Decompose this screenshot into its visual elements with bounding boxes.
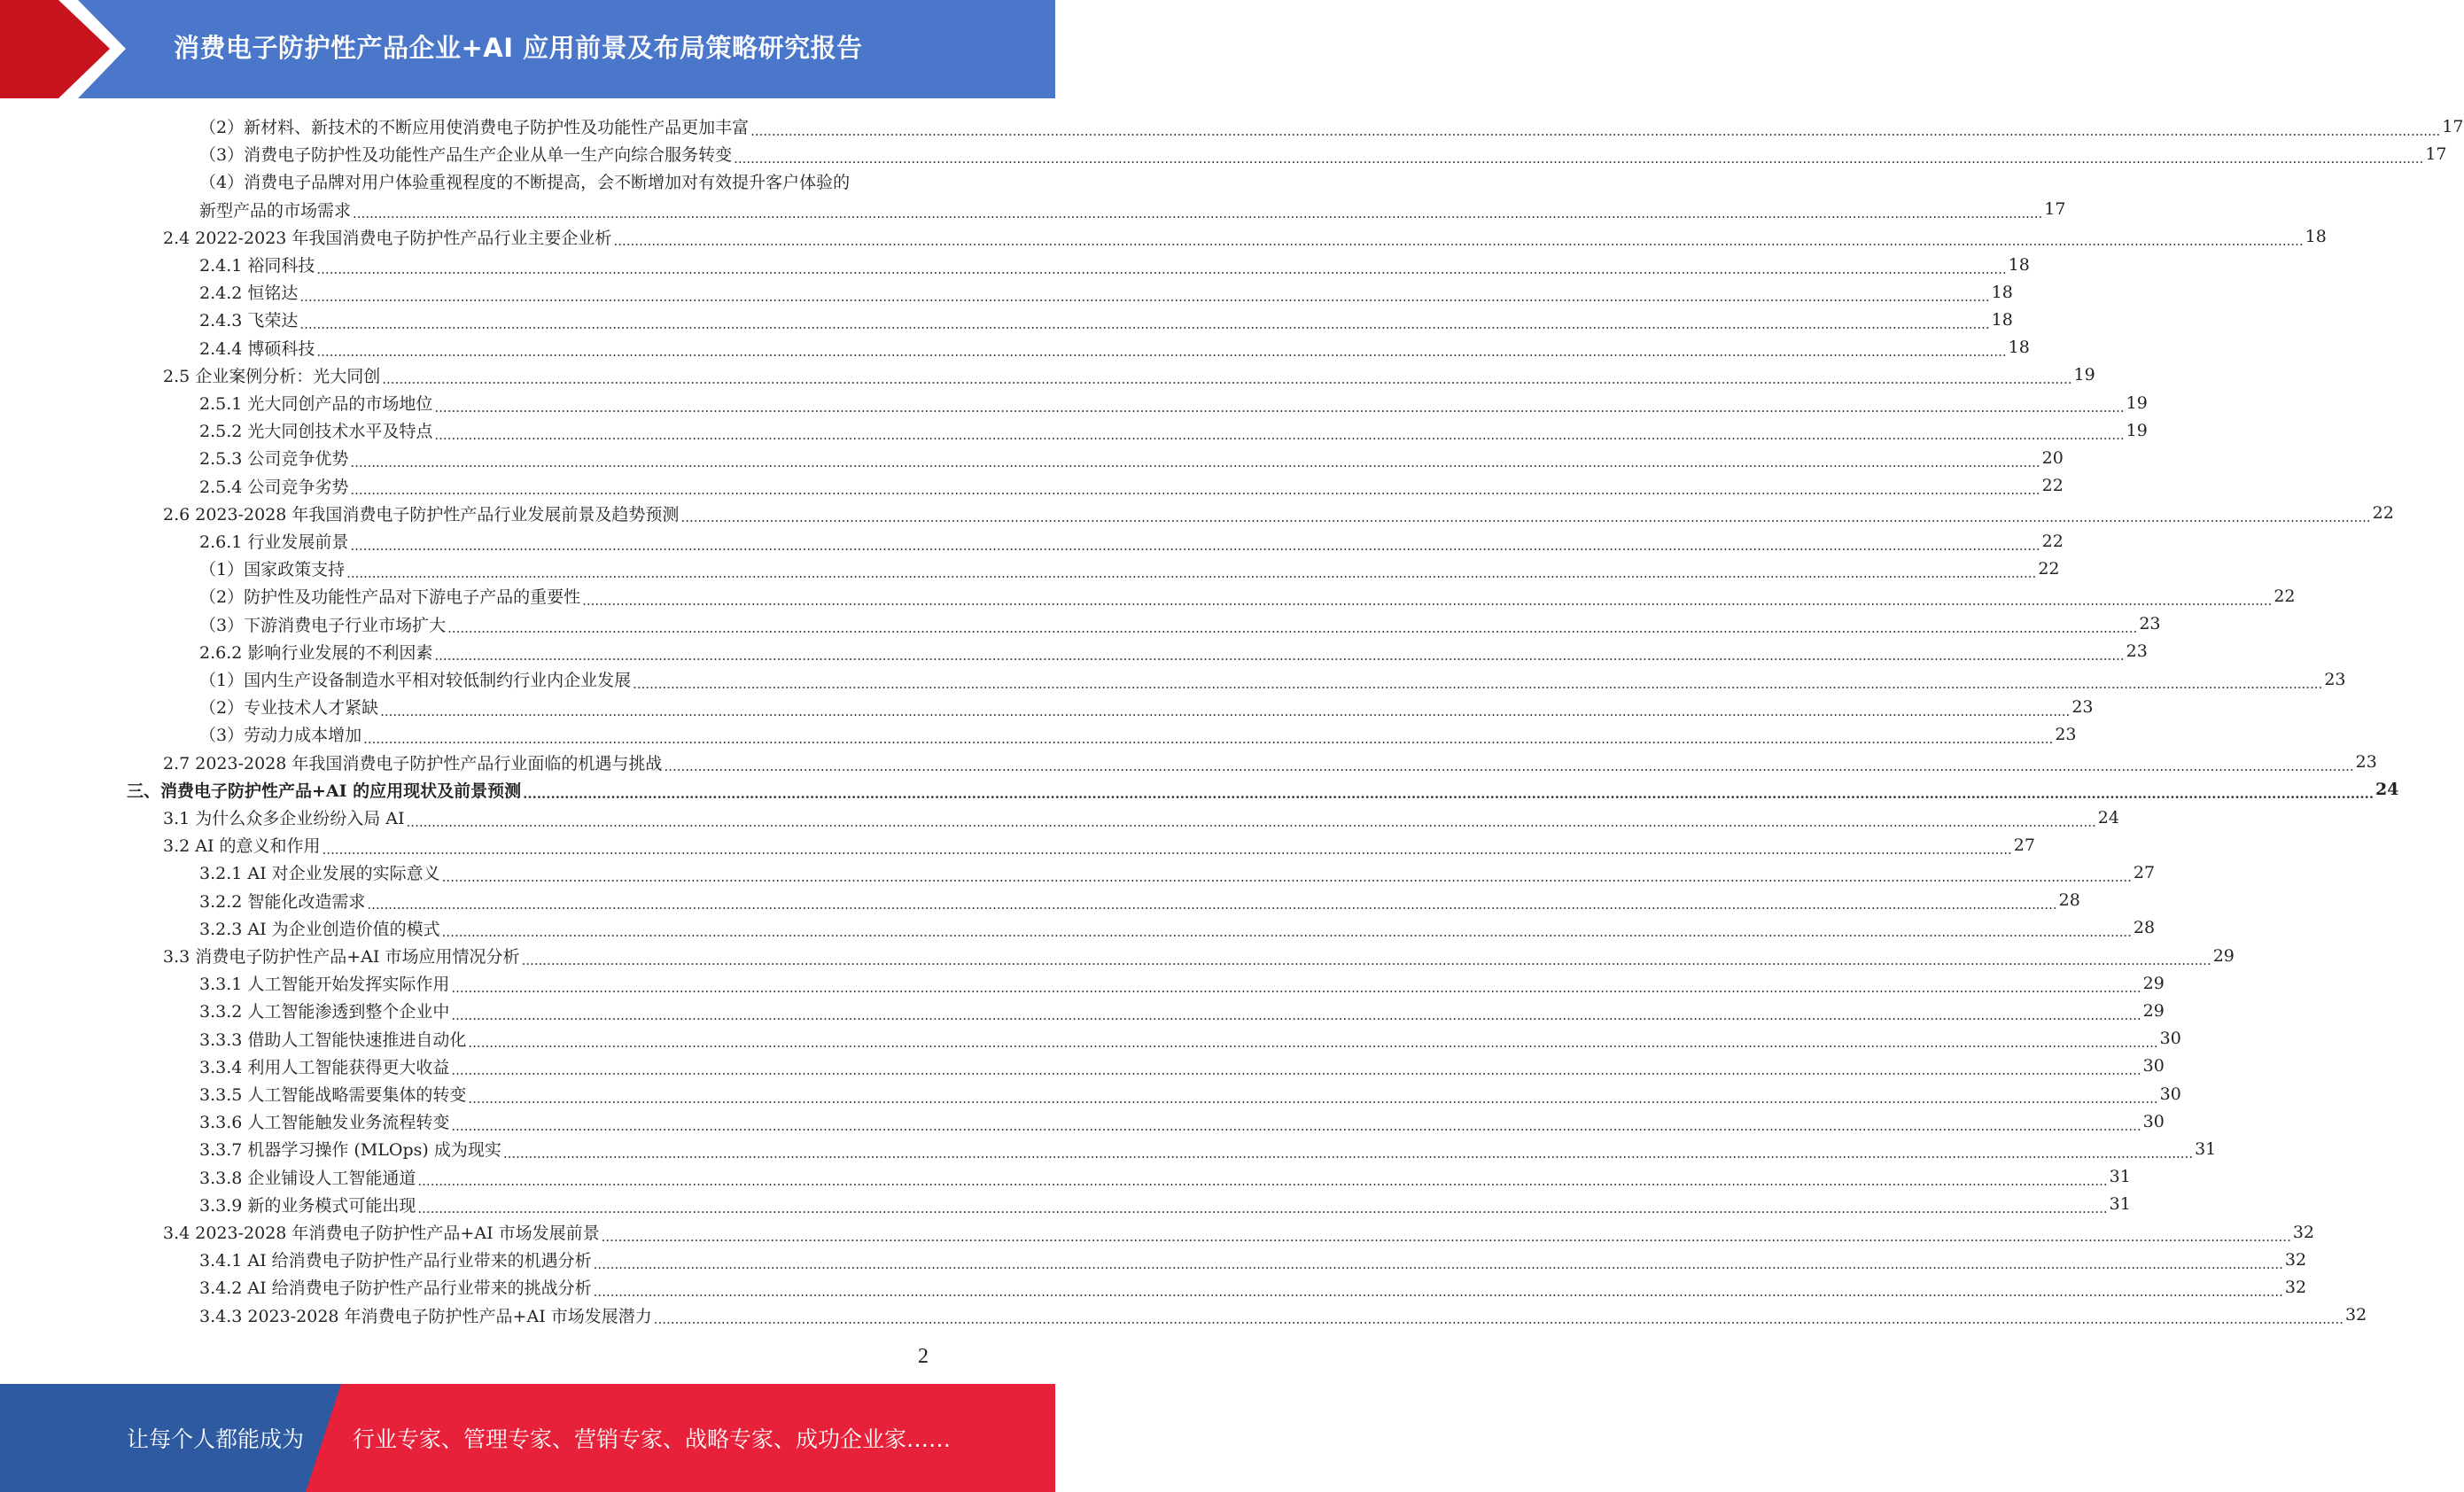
- toc-entry[interactable]: [199, 969, 2165, 997]
- toc-entry-title: 3.3 消费电子防护性产品+AI 市场应用情况分析: [163, 947, 520, 967]
- toc-entry[interactable]: [199, 472, 2064, 500]
- toc-entry[interactable]: [199, 416, 2148, 444]
- toc-entry[interactable]: [199, 389, 2148, 416]
- toc-entry-title: 3.3.7 机器学习操作 (MLOps) 成为现实: [199, 1140, 501, 1161]
- toc-entry-page: 23: [2324, 669, 2346, 689]
- toc-entry[interactable]: [199, 1135, 2217, 1162]
- toc-entry-title: 3.4.1 AI 给消费电子防护性产品行业带来的机遇分析: [199, 1251, 592, 1271]
- toc-entry[interactable]: [199, 1107, 2165, 1135]
- toc-dot-leader: ................................................................................................................................................................................................................................................................................................................................................................................................................: [593, 1255, 2283, 1272]
- toc-entry-page: 32: [2284, 1249, 2307, 1270]
- toc-entry[interactable]: [163, 361, 2095, 389]
- toc-dot-leader: ................................................................................................................................................................................................................................................................................................................................................................................................................: [363, 730, 2054, 747]
- toc-entry[interactable]: [199, 665, 2346, 693]
- toc-entry[interactable]: [127, 776, 2399, 804]
- toc-entry[interactable]: [199, 527, 2064, 555]
- toc-dot-leader: ................................................................................................................................................................................................................................................................................................................................................................................................................: [382, 371, 2072, 388]
- toc-entry[interactable]: [199, 167, 929, 195]
- toc-entry[interactable]: [199, 196, 2066, 223]
- toc-dot-leader: ................................................................................................................................................................................................................................................................................................................................................................................................................: [299, 288, 1990, 305]
- toc-dot-leader: ................................................................................................................................................................................................................................................................................................................................................................................................................: [750, 122, 2441, 139]
- toc-entry[interactable]: [199, 555, 2060, 582]
- toc-dot-leader: ................................................................................................................................................................................................................................................................................................................................................................................................................: [316, 260, 2007, 277]
- toc-entry-title: 2.6.2 影响行业发展的不利因素: [199, 642, 433, 663]
- toc-dot-leader: ................................................................................................................................................................................................................................................................................................................................................................................................................: [346, 564, 2037, 581]
- toc-entry-title: 2.6 2023-2028 年我国消费电子防护性产品行业发展前景及趋势预测: [163, 504, 680, 525]
- toc-entry-title: 三、消费电子防护性产品+AI 的应用现状及前景预测: [127, 781, 522, 801]
- toc-dot-leader: ................................................................................................................................................................................................................................................................................................................................................................................................................: [350, 482, 2040, 499]
- toc-entry[interactable]: [163, 749, 2377, 776]
- toc-entry-page: 22: [2041, 531, 2064, 551]
- toc-entry-title: 3.2.3 AI 为企业创造价值的模式: [199, 919, 440, 939]
- toc-dot-leader: ................................................................................................................................................................................................................................................................................................................................................................................................................: [451, 1117, 2141, 1134]
- toc-dot-leader: ................................................................................................................................................................................................................................................................................................................................................................................................................: [299, 315, 1990, 332]
- toc-entry-page: 20: [2041, 447, 2064, 468]
- toc-entry-title: 新型产品的市场需求: [199, 200, 352, 221]
- toc-entry-title: （2）新材料、新技术的不断应用使消费电子防护性及功能性产品更加丰富: [199, 118, 750, 137]
- toc-entry-page: 27: [2133, 862, 2156, 882]
- toc-entry[interactable]: [199, 1053, 2165, 1080]
- toc-dot-leader: ................................................................................................................................................................................................................................................................................................................................................................................................................: [468, 1035, 2158, 1052]
- toc-entry-page: 19: [2126, 420, 2148, 440]
- toc-entry-page: 29: [2212, 945, 2235, 966]
- toc-entry-page: 23: [2139, 614, 2161, 634]
- toc-entry-title: （3）劳动力成本增加: [199, 726, 362, 746]
- toc-entry-page: 31: [2109, 1167, 2131, 1187]
- toc-entry-page: 32: [2344, 1305, 2367, 1325]
- toc-entry-title: 3.3.3 借助人工智能快速推进自动化: [199, 1030, 467, 1050]
- toc-dot-leader: ................................................................................................................................................................................................................................................................................................................................................................................................................: [502, 1145, 2194, 1162]
- toc-dot-leader: ................................................................................................................................................................................................................................................................................................................................................................................................................: [417, 1201, 2108, 1217]
- toc-entry-page: 32: [2284, 1277, 2307, 1297]
- toc-entry-page: 24: [2375, 780, 2399, 800]
- toc-dot-leader: ................................................................................................................................................................................................................................................................................................................................................................................................................: [316, 344, 2007, 361]
- toc-entry-page: 17: [2044, 199, 2066, 220]
- toc-entry-page: 29: [2142, 1000, 2165, 1021]
- toc-dot-leader: ................................................................................................................................................................................................................................................................................................................................................................................................................: [593, 1283, 2283, 1300]
- toc-entry-title: 3.3.4 利用人工智能获得更大收益: [199, 1057, 450, 1077]
- toc-entry-title: 3.3.1 人工智能开始发挥实际作用: [199, 975, 450, 995]
- toc-entry[interactable]: [199, 720, 2077, 748]
- toc-dot-leader: ................................................................................................................................................................................................................................................................................................................................................................................................................: [447, 620, 2138, 637]
- toc-entry-title: 3.3.6 人工智能触发业务流程转变: [199, 1113, 450, 1133]
- toc-entry-page: 30: [2159, 1029, 2181, 1049]
- toc-entry-page: 24: [2097, 807, 2119, 828]
- toc-entry-title: 2.4 2022-2023 年我国消费电子防护性产品行业主要企业析: [163, 228, 612, 248]
- toc-entry-title: 2.5.4 公司竞争劣势: [199, 477, 349, 497]
- footer-slogan-left: 让每个人都能成为: [127, 1426, 305, 1452]
- toc-dot-leader: ................................................................................................................................................................................................................................................................................................................................................................................................................: [322, 841, 2012, 858]
- toc-entry-page: 18: [2008, 254, 2030, 275]
- toc-entry-page: 19: [2073, 365, 2095, 385]
- toc-entry-title: 2.5.3 公司竞争优势: [199, 449, 349, 470]
- toc-entry[interactable]: [199, 306, 2013, 333]
- toc-dot-leader: ................................................................................................................................................................................................................................................................................................................................................................................................................: [406, 813, 2096, 830]
- header-red-chevron: [0, 0, 133, 98]
- toc-entry-page: 23: [2126, 641, 2148, 662]
- toc-entry-page: 29: [2142, 973, 2165, 993]
- toc-entry-title: 3.2 AI 的意义和作用: [163, 836, 321, 857]
- toc-entry-title: 3.3.5 人工智能战略需要集体的转变: [199, 1085, 467, 1105]
- toc-entry-page: 18: [2305, 227, 2327, 247]
- toc-dot-leader: ................................................................................................................................................................................................................................................................................................................................................................................................................: [417, 1173, 2108, 1190]
- toc-dot-leader: ................................................................................................................................................................................................................................................................................................................................................................................................................: [451, 979, 2141, 996]
- toc-entry-title: 2.4.4 博硕科技: [199, 338, 315, 359]
- toc-entry-page: 31: [2195, 1138, 2217, 1159]
- toc-entry[interactable]: [163, 223, 2327, 251]
- toc-entry[interactable]: [199, 638, 2148, 665]
- toc-dot-leader: ................................................................................................................................................................................................................................................................................................................................................................................................................: [441, 868, 2132, 885]
- toc-dot-leader: ................................................................................................................................................................................................................................................................................................................................................................................................................: [468, 1090, 2158, 1107]
- toc-entry[interactable]: [199, 1246, 2307, 1273]
- toc-dot-leader: ................................................................................................................................................................................................................................................................................................................................................................................................................: [451, 1062, 2141, 1079]
- toc-entry-title: 3.4.3 2023-2028 年消费电子防护性产品+AI 市场发展潜力: [199, 1306, 652, 1326]
- toc-entry[interactable]: [199, 887, 2080, 914]
- toc-entry-title: 2.5.2 光大同创技术水平及特点: [199, 422, 433, 442]
- toc-entry[interactable]: [199, 444, 2064, 471]
- toc-entry-title: （3）下游消费电子行业市场扩大: [199, 615, 447, 635]
- toc-entry-title: （2）专业技术人才紧缺: [199, 698, 379, 719]
- toc-entry-title: 3.3.2 人工智能渗透到整个企业中: [199, 1002, 450, 1022]
- toc-entry-title: 2.4.1 裕同科技: [199, 256, 315, 276]
- toc-entry-title: 2.6.1 行业发展前景: [199, 532, 349, 552]
- toc-entry[interactable]: [163, 804, 2119, 831]
- toc-entry-title: 2.5 企业案例分析：光大同创: [163, 366, 381, 386]
- toc-entry-page: 18: [1991, 282, 2013, 302]
- report-title: 消费电子防护性产品企业+AI 应用前景及布局策略研究报告: [174, 32, 863, 63]
- toc-entry-title: （1）国内生产设备制造水平相对较低制约行业内企业发展: [199, 671, 632, 690]
- toc-entry-page: 30: [2142, 1056, 2165, 1076]
- toc-entry[interactable]: [199, 610, 2161, 638]
- page-number: 2: [918, 1345, 929, 1368]
- toc-entry[interactable]: [199, 1080, 2181, 1107]
- toc-entry[interactable]: [199, 251, 2030, 278]
- toc-dot-leader: ................................................................................................................................................................................................................................................................................................................................................................................................................: [434, 399, 2125, 416]
- toc-entry[interactable]: [163, 942, 2235, 969]
- toc-entry-page: 30: [2159, 1084, 2181, 1104]
- toc-entry-title: 2.5.1 光大同创产品的市场地位: [199, 394, 433, 414]
- toc-entry-page: 17: [2425, 144, 2447, 164]
- toc-entry-page: 23: [2355, 752, 2377, 773]
- toc-entry-title: 2.7 2023-2028 年我国消费电子防护性产品行业面临的机遇与挑战: [163, 753, 663, 773]
- toc-entry-title: 3.4 2023-2028 年消费电子防护性产品+AI 市场发展前景: [163, 1224, 600, 1243]
- toc-dot-leader: ................................................................................................................................................................................................................................................................................................................................................................................................................: [434, 648, 2125, 664]
- toc-entry[interactable]: [199, 1273, 2307, 1301]
- toc-entry-page: 27: [2013, 835, 2035, 855]
- toc-entry[interactable]: [163, 500, 2394, 527]
- toc-dot-leader: ................................................................................................................................................................................................................................................................................................................................................................................................................: [523, 786, 2375, 803]
- toc-entry[interactable]: [199, 693, 2094, 720]
- toc-dot-leader: ................................................................................................................................................................................................................................................................................................................................................................................................................: [350, 454, 2040, 470]
- toc-entry-page: 22: [2041, 476, 2064, 496]
- toc-dot-leader: ................................................................................................................................................................................................................................................................................................................................................................................................................: [664, 758, 2354, 775]
- toc-entry-title: 3.4.2 AI 给消费电子防护性产品行业带来的挑战分析: [199, 1278, 592, 1299]
- toc-entry-page: 28: [2058, 890, 2080, 911]
- toc-dot-leader: ................................................................................................................................................................................................................................................................................................................................................................................................................: [521, 952, 2211, 968]
- toc-entry-page: 18: [1991, 309, 2013, 330]
- toc-entry-title: 2.4.3 飞荣达: [199, 311, 299, 331]
- toc-entry-title: （3）消费电子防护性及功能性产品生产企业从单一生产向综合服务转变: [199, 145, 733, 166]
- toc-entry[interactable]: [199, 1302, 2367, 1329]
- toc-entry-title: （4）消费电子品牌对用户体验重视程度的不断提高，会不断增加对有效提升客户体验的: [199, 173, 851, 193]
- toc-dot-leader: ................................................................................................................................................................................................................................................................................................................................................................................................................: [367, 897, 2057, 913]
- toc-entry-page: 22: [2274, 586, 2296, 606]
- toc-entry[interactable]: [163, 831, 2035, 859]
- toc-entry-page: 23: [2055, 724, 2077, 744]
- toc-entry-page: 28: [2133, 918, 2156, 938]
- toc-entry-page: 22: [2372, 503, 2394, 524]
- toc-entry[interactable]: [199, 1025, 2181, 1053]
- toc-dot-leader: ................................................................................................................................................................................................................................................................................................................................................................................................................: [441, 924, 2132, 941]
- toc-dot-leader: ................................................................................................................................................................................................................................................................................................................................................................................................................: [434, 426, 2125, 443]
- toc-entry-page: 23: [2071, 696, 2094, 717]
- toc-entry-page: 31: [2109, 1194, 2131, 1215]
- toc-entry[interactable]: [199, 582, 2296, 610]
- toc-entry-page: 32: [2292, 1222, 2315, 1242]
- toc-dot-leader: ................................................................................................................................................................................................................................................................................................................................................................................................................: [582, 592, 2273, 609]
- toc-entry[interactable]: [199, 1191, 2131, 1218]
- toc-entry-page: 30: [2142, 1111, 2165, 1131]
- toc-entry[interactable]: [199, 334, 2030, 361]
- toc-entry-title: （2）防护性及功能性产品对下游电子产品的重要性: [199, 587, 581, 608]
- toc-entry[interactable]: [199, 914, 2156, 942]
- toc-entry[interactable]: [199, 859, 2156, 886]
- toc-entry-page: 22: [2038, 558, 2060, 579]
- toc-dot-leader: ................................................................................................................................................................................................................................................................................................................................................................................................................: [353, 206, 2043, 222]
- toc-entry[interactable]: [163, 1218, 2315, 1246]
- page-header: [0, 0, 1055, 98]
- toc-entry-title: 3.2.2 智能化改造需求: [199, 891, 366, 912]
- toc-entry-title: （1）国家政策支持: [199, 560, 346, 580]
- toc-entry[interactable]: [199, 1163, 2131, 1191]
- toc-entry[interactable]: [199, 278, 2013, 306]
- toc-dot-leader: ................................................................................................................................................................................................................................................................................................................................................................................................................: [734, 150, 2424, 167]
- toc-entry-title: 3.3.8 企业铺设人工智能通道: [199, 1168, 416, 1188]
- toc-entry-page: 18: [2008, 338, 2030, 358]
- toc-entry-title: 3.2.1 AI 对企业发展的实际意义: [199, 864, 440, 884]
- toc-entry[interactable]: [199, 140, 2447, 167]
- toc-dot-leader: ................................................................................................................................................................................................................................................................................................................................................................................................................: [380, 703, 2071, 719]
- toc-dot-leader: ................................................................................................................................................................................................................................................................................................................................................................................................................: [680, 509, 2371, 526]
- toc-dot-leader: ................................................................................................................................................................................................................................................................................................................................................................................................................: [653, 1311, 2344, 1328]
- page-footer: [0, 1384, 1055, 1492]
- toc-dot-leader: ................................................................................................................................................................................................................................................................................................................................................................................................................: [633, 675, 2323, 692]
- toc-dot-leader: ................................................................................................................................................................................................................................................................................................................................................................................................................: [451, 1006, 2141, 1023]
- toc-entry-page: 19: [2126, 392, 2148, 413]
- footer-slogan-right: 行业专家、管理专家、营销专家、战略专家、成功企业家……: [353, 1426, 952, 1452]
- toc-entry-title: 3.1 为什么众多企业纷纷入局 AI: [163, 809, 405, 828]
- toc-dot-leader: ................................................................................................................................................................................................................................................................................................................................................................................................................: [350, 537, 2040, 554]
- toc-dot-leader: ................................................................................................................................................................................................................................................................................................................................................................................................................: [613, 233, 2304, 250]
- toc-dot-leader: ................................................................................................................................................................................................................................................................................................................................................................................................................: [601, 1228, 2291, 1245]
- toc-entry-title: 3.3.9 新的业务模式可能出现: [199, 1195, 416, 1216]
- toc-entry[interactable]: [199, 997, 2165, 1024]
- toc-entry-page: 17: [2442, 116, 2464, 136]
- toc-entry-title: 2.4.2 恒铭达: [199, 284, 299, 304]
- toc-entry[interactable]: [199, 113, 2464, 140]
